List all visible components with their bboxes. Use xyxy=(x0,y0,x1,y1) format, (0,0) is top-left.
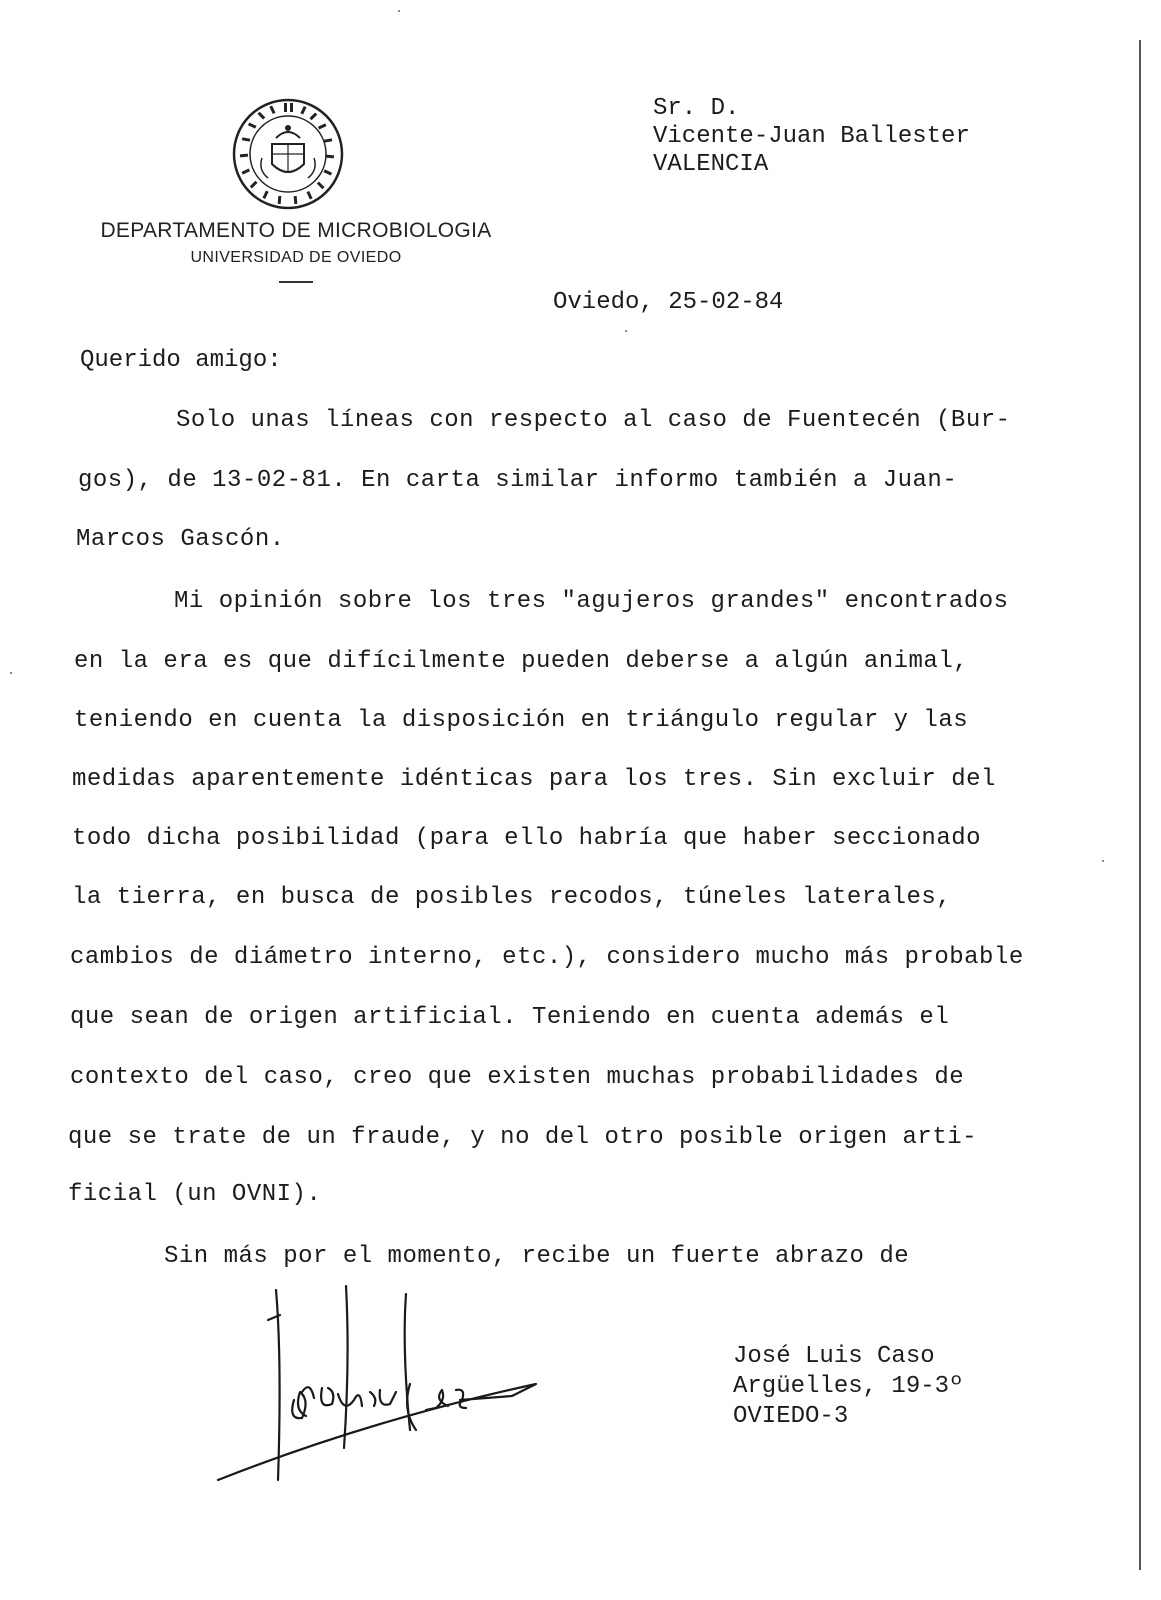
paper-speck xyxy=(625,330,627,332)
body-line: Sin más por el momento, recibe un fuerte abrazo de xyxy=(164,1243,910,1270)
paper-speck xyxy=(398,10,400,12)
university-name: UNIVERSIDAD DE OVIEDO xyxy=(190,249,402,266)
letter-date: Oviedo, 25-02-84 xyxy=(553,289,784,316)
body-line: teniendo en cuenta la disposición en triángulo regular y las xyxy=(74,707,969,734)
body-line: que sean de origen artificial. Teniendo en cuenta además el xyxy=(70,1004,950,1031)
recipient-city: VALENCIA xyxy=(653,151,769,178)
body-line: contexto del caso, creo que existen muchas probabilidades de xyxy=(70,1064,965,1091)
body-line: que se trate de un fraude, y no del otro posible origen arti- xyxy=(68,1124,978,1151)
letterhead xyxy=(88,219,504,283)
handwritten-signature xyxy=(210,1280,550,1510)
body-line: en la era es que difícilmente pueden deberse a algún animal, xyxy=(74,648,969,675)
recipient-address xyxy=(653,95,970,179)
sender-name: José Luis Caso xyxy=(733,1343,935,1370)
paper-speck xyxy=(10,672,12,674)
letterhead-divider xyxy=(279,281,313,283)
body-line: Marcos Gascón. xyxy=(76,526,285,553)
university-seal-logo xyxy=(232,98,344,210)
body-line: la tierra, en busca de posibles recodos, túneles laterales, xyxy=(72,884,952,911)
body-line: cambios de diámetro interno, etc.), considero mucho más probable xyxy=(70,944,1024,971)
sender-city: OVIEDO-3 xyxy=(733,1403,849,1430)
body-line: todo dicha posibilidad (para ello habría que haber seccionado xyxy=(72,825,982,852)
department-name: DEPARTAMENTO DE MICROBIOLOGIA xyxy=(100,219,492,242)
body-line: Mi opinión sobre los tres "agujeros grandes" encontrados xyxy=(174,588,1009,615)
sender-address: Argüelles, 19-3º xyxy=(733,1373,964,1400)
salutation: Querido amigo: xyxy=(80,347,282,374)
paper-speck xyxy=(1102,860,1104,862)
sender-block xyxy=(733,1342,963,1432)
recipient-title: Sr. D. xyxy=(653,95,740,122)
body-line: medidas aparentemente idénticas para los tres. Sin excluir del xyxy=(72,766,996,793)
body-line: Solo unas líneas con respecto al caso de Fuentecén (Bur- xyxy=(176,407,1011,434)
body-line: ficial (un OVNI). xyxy=(68,1181,322,1208)
body-line: gos), de 13-02-81. En carta similar informo también a Juan- xyxy=(78,467,958,494)
recipient-name: Vicente-Juan Ballester xyxy=(653,123,970,150)
page-edge-line xyxy=(1139,40,1141,1570)
